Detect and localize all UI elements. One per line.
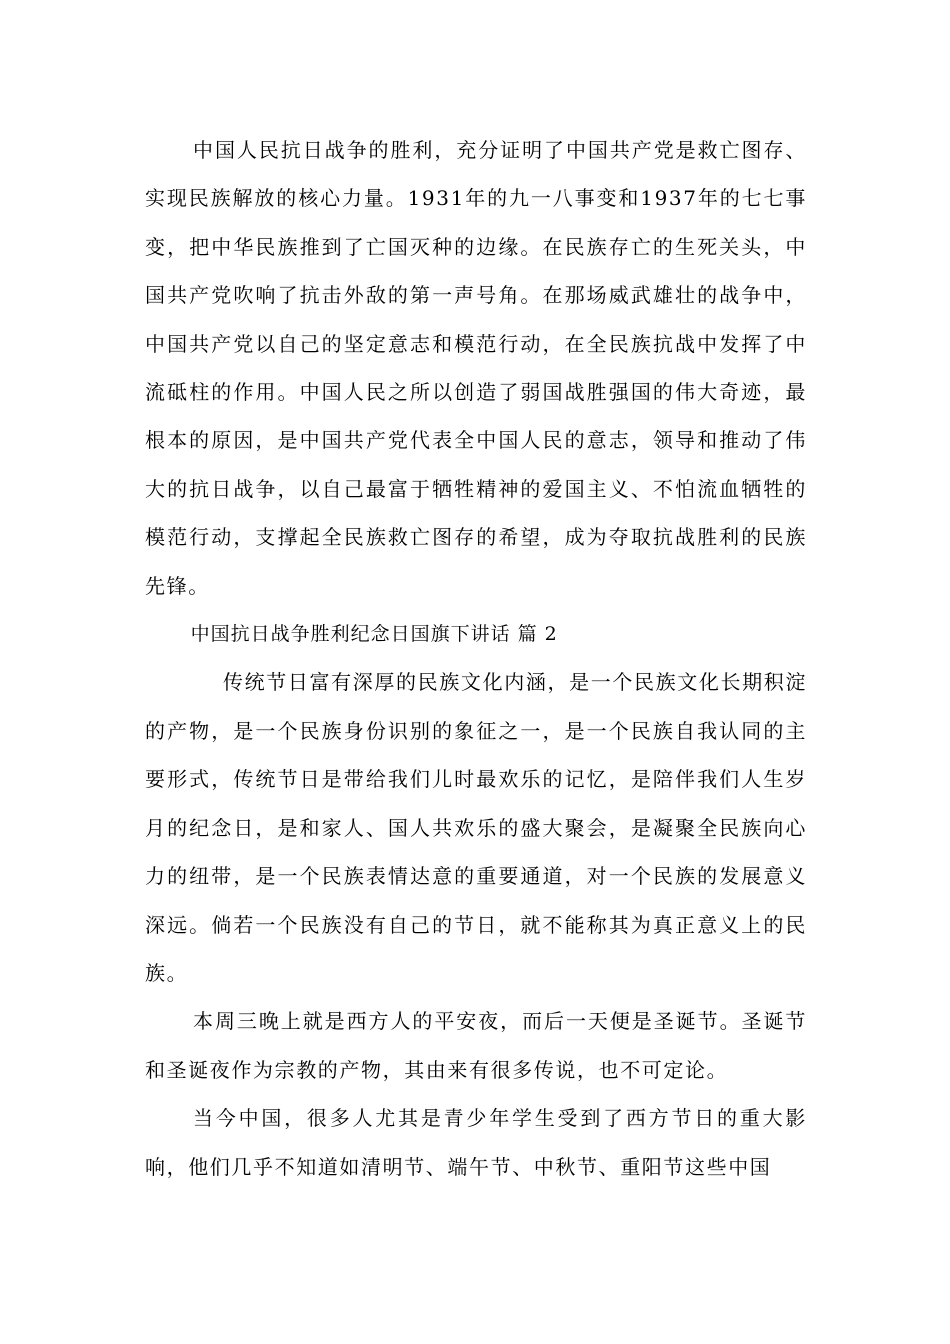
paragraph-victory-significance: 中国人民抗日战争的胜利，充分证明了中国共产党是救亡图存、实现民族解放的核心力量。1931年的九一八事变和1937年的七七事变，把中华民族推到了亡国灭种的边缘。在民族存亡的生死关头，中国共产党吹响了抗击外敌的第一声号角。在那场威武雄壮的战争中，中国共产党以自己的坚定意志和模范行动，在全民族抗战中发挥了中流砥柱的作用。中国人民之所以创造了弱国战胜强国的伟大奇迹，最根本的原因，是中国共产党代表全中国人民的意志，领导和推动了伟大的抗日战争，以自己最富于牺牲精神的爱国主义、不怕流血牺牲的模范行动，支撑起全民族救亡图存的希望，成为夺取抗战胜利的民族先锋。 [145, 138, 807, 598]
paragraph-christmas: 本周三晚上就是西方人的平安夜，而后一天便是圣诞节。圣诞节和圣诞夜作为宗教的产物，其由来有很多传说，也不可定论。 [145, 1009, 807, 1082]
document-body [145, 126, 807, 1191]
paragraph-traditional-festivals: 传统节日富有深厚的民族文化内涵，是一个民族文化长期积淀的产物，是一个民族身份识别的象征之一，是一个民族自我认同的主要形式，传统节日是带给我们儿时最欢乐的记忆，是陪伴我们人生岁月的纪念日，是和家人、国人共欢乐的盛大聚会，是凝聚全民族向心力的纽带，是一个民族表情达意的重要通道，对一个民族的发展意义深远。倘若一个民族没有自己的节日，就不能称其为真正意义上的民族。 [145, 670, 807, 985]
paragraph-western-influence: 当今中国，很多人尤其是青少年学生受到了西方节日的重大影响，他们几乎不知道如清明节、端午节、中秋节、重阳节这些中国 [145, 1106, 807, 1179]
section-heading: 中国抗日战争胜利纪念日国旗下讲话 篇 2 [190, 623, 558, 646]
